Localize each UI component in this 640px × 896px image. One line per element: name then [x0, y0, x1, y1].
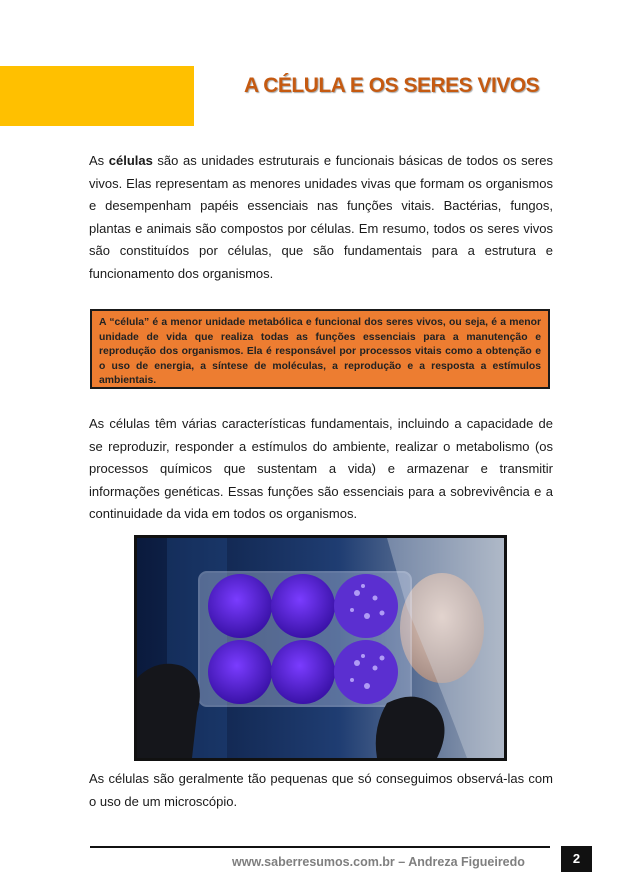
microscope-paragraph: As células são geralmente tão pequenas que só conseguimos observá-las com o uso de um microscópio. [89, 771, 553, 809]
page-title: A CÉLULA E OS SERES VIVOS [244, 74, 540, 97]
cell-culture-photo [134, 535, 507, 761]
intro-bold-term: células [108, 153, 153, 168]
header-accent-bar [0, 66, 194, 126]
page-number: 2 [561, 846, 592, 872]
footer-credit: www.saberresumos.com.br – Andreza Figueiredo [232, 855, 525, 869]
cell-culture-illustration [137, 538, 504, 758]
intro-rest: são as unidades estruturais e funcionais básicas de todos os seres vivos. Elas representam as menores unidades vivas que formam os organismos e desempenham papéis essenciais nas funções vitais. Bactérias, fungos, plantas e animais são compostos por células. Em resumo, todos os seres vivos são constituídos por células, que são fundamentais para a estrutura e funcionamento dos organismos. [89, 153, 553, 281]
intro-lead: As [89, 153, 109, 168]
characteristics-paragraph: As células têm várias características fundamentais, incluindo a capacidade de se reproduzir, responder a estímulos do ambiente, realizar o metabolismo (os processos químicos que sustentam a vida) e armazenar e transmitir informações genéticas. Essas funções são essenciais para a sobrevivência e a continuidade da vida em todos os organismos. [89, 416, 553, 521]
intro-paragraph [89, 150, 553, 285]
definition-callout: A “célula” é a menor unidade metabólica e funcional dos seres vivos, ou seja, é a menor unidade de vida que realiza todas as funções essenciais para a manutenção e reprodução dos organismos. Ela é responsável por processos vitais como a obtenção e o uso de energia, a síntese de moléculas, a reprodução e a resposta a estímulos ambientais. [90, 309, 550, 389]
footer-divider [90, 846, 550, 848]
